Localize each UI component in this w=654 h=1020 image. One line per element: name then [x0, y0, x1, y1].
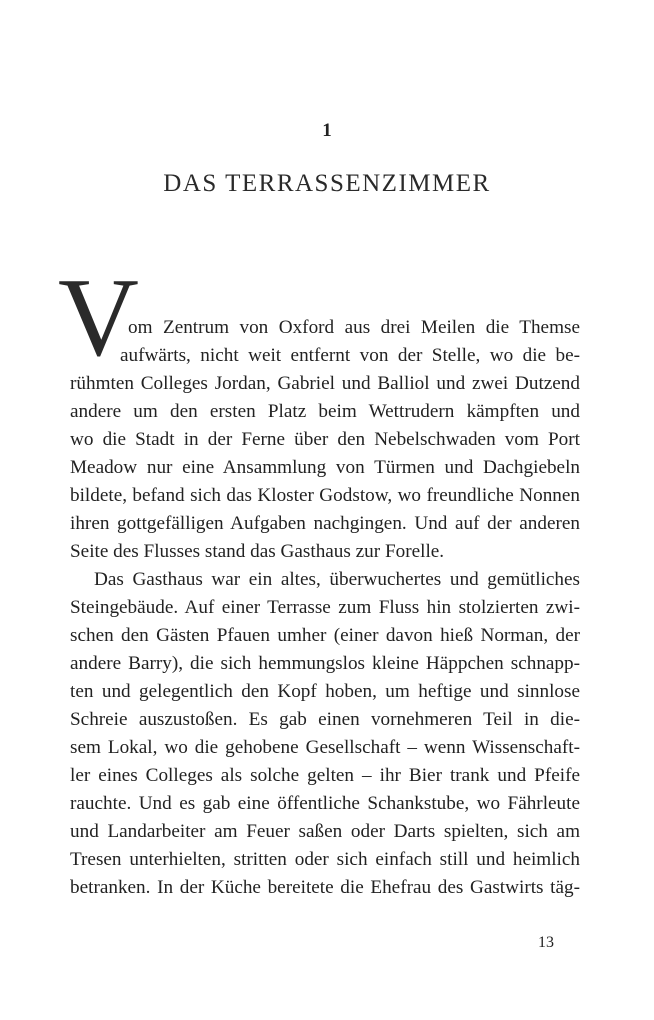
- line-text: ihren gottgefälligen Aufgaben nachgingen. Und auf der anderen: [70, 513, 580, 534]
- line-text: betranken. In der Küche bereitete die Ehefrau des Gastwirts täg-: [70, 877, 580, 898]
- line-text: ler eines Colleges als solche gelten – ihr Bier trank und Pfeife: [70, 765, 580, 786]
- text-line: [70, 426, 580, 454]
- line-text: andere Barry), die sich hemmungslos kleine Häppchen schnapp-: [70, 653, 580, 674]
- chapter-title: DAS TERRASSENZIMMER: [163, 170, 491, 197]
- line-text: andere um den ersten Platz beim Wettrudern kämpften und: [70, 401, 580, 422]
- text-line: [70, 874, 580, 902]
- chapter-number: 1: [322, 120, 332, 141]
- line-text: Schreie auszustoßen. Es gab einen vornehmeren Teil in die-: [70, 709, 580, 730]
- text-line: [70, 818, 580, 846]
- text-line: [70, 370, 580, 398]
- line-text: schen den Gästen Pfauen umher (einer davon hieß Norman, der: [70, 625, 580, 646]
- body-text: [70, 314, 580, 902]
- text-line: [70, 342, 580, 370]
- line-text: Tresen unterhielten, stritten oder sich einfach still und heimlich: [70, 849, 580, 870]
- page-number: 13: [538, 934, 554, 951]
- line-text: sem Lokal, wo die gehobene Gesellschaft – wenn Wissenschaft-: [70, 737, 580, 758]
- line-text: Das Gasthaus war ein altes, überwuchertes und gemütliches: [94, 569, 580, 590]
- text-line: [70, 538, 580, 566]
- line-text: rauchte. Und es gab eine öffentliche Schankstube, wo Fährleute: [70, 793, 580, 814]
- text-line: [70, 706, 580, 734]
- line-text: und Landarbeiter am Feuer saßen oder Darts spielten, sich am: [70, 821, 580, 842]
- line-text: wo die Stadt in der Ferne über den Nebelschwaden vom Port: [70, 429, 580, 450]
- line-text: Meadow nur eine Ansammlung von Türmen und Dachgiebeln: [70, 457, 580, 478]
- line-text: bildete, befand sich das Kloster Godstow, wo freundliche Nonnen: [70, 485, 580, 506]
- line-text: rühmten Colleges Jordan, Gabriel und Balliol und zwei Dutzend: [70, 373, 580, 394]
- text-line: [70, 650, 580, 678]
- text-line: [70, 482, 580, 510]
- paragraph-2: [70, 566, 580, 902]
- line-text: om Zentrum von Oxford aus drei Meilen die Themse: [128, 317, 580, 338]
- line-text: aufwärts, nicht weit entfernt von der Stelle, wo die be-: [120, 345, 580, 366]
- text-line: [70, 622, 580, 650]
- text-line: [70, 678, 580, 706]
- line-text: Seite des Flusses stand das Gasthaus zur Forelle.: [70, 541, 445, 562]
- text-line: [70, 594, 580, 622]
- text-line: [70, 314, 580, 342]
- text-line: [70, 762, 580, 790]
- line-text: Steingebäude. Auf einer Terrasse zum Fluss hin stolzierten zwi-: [70, 597, 580, 618]
- text-line: [70, 454, 580, 482]
- text-line: [70, 398, 580, 426]
- paragraph-1: [70, 314, 580, 566]
- drop-cap: V: [58, 256, 139, 380]
- text-line: [70, 510, 580, 538]
- text-line: [70, 846, 580, 874]
- text-line: [70, 734, 580, 762]
- line-text: ten und gelegentlich den Kopf hoben, um heftige und sinnlose: [70, 681, 580, 702]
- text-line: [70, 790, 580, 818]
- text-line: [70, 566, 580, 594]
